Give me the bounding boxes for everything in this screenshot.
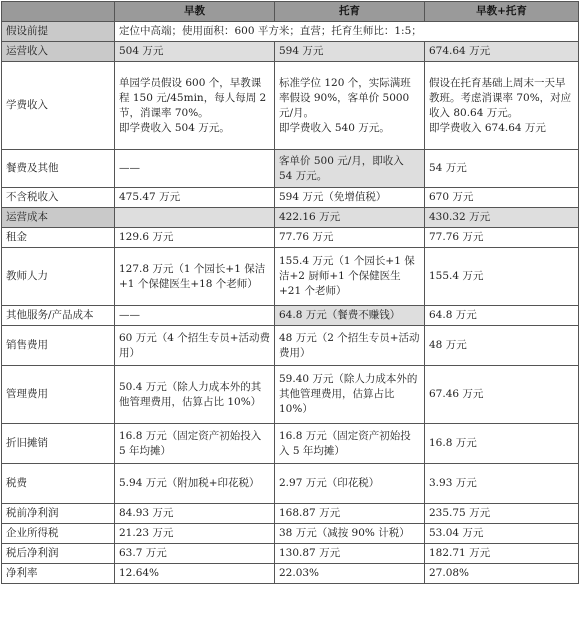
row-label: 不含税收入 [2, 188, 115, 208]
cell-early: 63.7 万元 [115, 544, 275, 564]
cell-combined: 235.75 万元 [425, 504, 579, 524]
tuition-assumption-childcare: 标准学位 120 个，实际满班率假设 90%，客单价 5000 元/月。 [279, 76, 411, 119]
cell-combined: 430.32 万元 [425, 208, 579, 228]
cell-childcare: 客单价 500 元/月，即收入 54 万元。 [275, 150, 425, 188]
header-combined: 早教+托育 [425, 2, 579, 22]
cell-early: 129.6 万元 [115, 228, 275, 248]
cell-early: 50.4 万元（除人力成本外的其他管理费用，估算占比 10%） [115, 366, 275, 424]
row-teacher [2, 248, 579, 306]
cell-childcare: 2.97 万元（印花税） [275, 464, 425, 504]
cell-childcare: 155.4 万元（1 个园长+1 保洁+2 厨师+1 个保健医生+21 个老师） [275, 248, 425, 306]
header-childcare: 托育 [275, 2, 425, 22]
cell-combined: 16.8 万元 [425, 424, 579, 464]
tuition-assumption-early: 单园学员假设 600 个，早教课程 150 元/45min，每人每周 2 节，消课率 70%。 [119, 76, 267, 119]
cell-combined: 155.4 万元 [425, 248, 579, 306]
cell-childcare: 77.76 万元 [275, 228, 425, 248]
row-label: 餐费及其他 [2, 150, 115, 188]
cell-combined: 64.8 万元 [425, 306, 579, 326]
row-aftertax [2, 544, 579, 564]
cell-childcare: 168.87 万元 [275, 504, 425, 524]
assumption-text: 定位中高端；使用面积：600 平方米；直营；托育生师比：1:5； [115, 22, 579, 42]
cell-childcare: 422.16 万元 [275, 208, 425, 228]
row-op-cost [2, 208, 579, 228]
cell-early: 60 万元（4 个招生专员+活动费用） [115, 326, 275, 366]
cell-combined: 3.93 万元 [425, 464, 579, 504]
cell-combined: 48 万元 [425, 326, 579, 366]
cell-combined [425, 62, 579, 150]
row-sales [2, 326, 579, 366]
row-cit [2, 524, 579, 544]
row-label: 折旧摊销 [2, 424, 115, 464]
row-label: 税费 [2, 464, 115, 504]
row-other-cost [2, 306, 579, 326]
cell-childcare: 594 万元（免增值税） [275, 188, 425, 208]
cell-combined: 67.46 万元 [425, 366, 579, 424]
cell-childcare: 130.87 万元 [275, 544, 425, 564]
row-mgmt [2, 366, 579, 424]
cell-childcare: 594 万元 [275, 42, 425, 62]
row-label: 学费收入 [2, 62, 115, 150]
cell-combined: 77.76 万元 [425, 228, 579, 248]
cell-childcare: 22.03% [275, 564, 425, 584]
cell-early: 127.8 万元（1 个园长+1 保洁+1 个保健医生+18 个老师） [115, 248, 275, 306]
row-label: 销售费用 [2, 326, 115, 366]
tuition-result-combined: 即学费收入 674.64 万元 [429, 121, 546, 134]
row-net-income [2, 188, 579, 208]
cell-combined: 27.08% [425, 564, 579, 584]
row-label: 企业所得税 [2, 524, 115, 544]
cell-early: 21.23 万元 [115, 524, 275, 544]
cell-combined: 54 万元 [425, 150, 579, 188]
cell-childcare: 64.8 万元（餐费不赚钱） [275, 306, 425, 326]
row-label: 净利率 [2, 564, 115, 584]
cell-combined: 674.64 万元 [425, 42, 579, 62]
cell-early: 16.8 万元（固定资产初始投入 5 年均摊） [115, 424, 275, 464]
row-depreciation [2, 424, 579, 464]
cell-early: —— [115, 306, 275, 326]
cell-early [115, 208, 275, 228]
tuition-result-early: 即学费收入 504 万元。 [119, 121, 230, 134]
cell-childcare: 38 万元（减按 90% 计税） [275, 524, 425, 544]
cell-combined: 670 万元 [425, 188, 579, 208]
cell-early: 5.94 万元（附加税+印花税） [115, 464, 275, 504]
cell-childcare: 59.40 万元（除人力成本外的其他管理费用，估算占比 10%） [275, 366, 425, 424]
row-assumption [2, 22, 579, 42]
cell-childcare: 16.8 万元（固定资产初始投入 5 年均摊） [275, 424, 425, 464]
row-label: 管理费用 [2, 366, 115, 424]
tuition-result-childcare: 即学费收入 540 万元。 [279, 121, 390, 134]
row-tuition [2, 62, 579, 150]
row-label: 运营成本 [2, 208, 115, 228]
row-tax [2, 464, 579, 504]
row-label: 假设前提 [2, 22, 115, 42]
row-label: 租金 [2, 228, 115, 248]
row-label: 其他服务/产品成本 [2, 306, 115, 326]
cell-early: 475.47 万元 [115, 188, 275, 208]
row-meals [2, 150, 579, 188]
cell-combined: 53.04 万元 [425, 524, 579, 544]
cell-early: 12.64% [115, 564, 275, 584]
row-label: 教师人力 [2, 248, 115, 306]
row-op-income [2, 42, 579, 62]
cell-childcare: 48 万元（2 个招生专员+活动费用） [275, 326, 425, 366]
cell-early: 84.93 万元 [115, 504, 275, 524]
row-pretax [2, 504, 579, 524]
tuition-assumption-combined: 假设在托育基础上周末一天早教班。考虑消课率 70%，对应收入 80.64 万元。 [429, 76, 572, 119]
row-label: 运营收入 [2, 42, 115, 62]
cell-early: —— [115, 150, 275, 188]
cell-early [115, 62, 275, 150]
cell-early: 504 万元 [115, 42, 275, 62]
header-early-education: 早教 [115, 2, 275, 22]
row-rent [2, 228, 579, 248]
row-label: 税后净利润 [2, 544, 115, 564]
financial-comparison-table [1, 1, 579, 584]
row-label: 税前净利润 [2, 504, 115, 524]
cell-combined: 182.71 万元 [425, 544, 579, 564]
header-corner [2, 2, 115, 22]
header-row [2, 2, 579, 22]
cell-childcare [275, 62, 425, 150]
row-margin [2, 564, 579, 584]
